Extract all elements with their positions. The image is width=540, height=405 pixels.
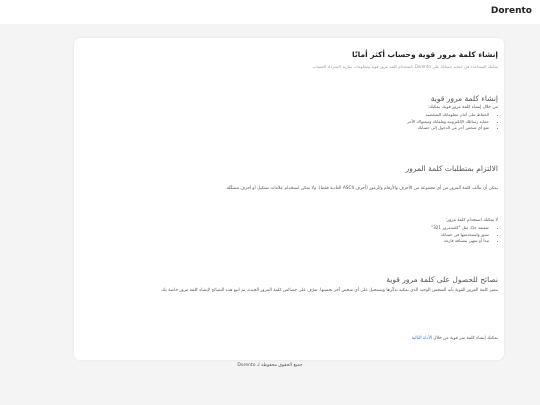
- list-item: • سبق واستخدمتها في حسابك: [431, 232, 489, 239]
- requirements-note: لا يمكنك استخدام كلمة مرور:: [445, 218, 498, 223]
- cta-text: يمكنك إنشاء كلمة سر قوية من خلال: [433, 336, 498, 341]
- list-item: • ضعيفة جدًا، مثل "كلمةمرور 321": [431, 225, 489, 232]
- list-item: • الحفاظ على أمان معلوماتك الشخصية: [407, 112, 489, 119]
- list-item: • منع أي شخص آخر من الدخول إلى حسابك: [407, 125, 489, 132]
- article-card: [74, 38, 504, 360]
- section-heading-requirements: الالتزام بمتطلبات كلمة المرور: [405, 164, 498, 173]
- cta-line: [412, 336, 498, 341]
- tool-link[interactable]: الأداة التالية: [411, 336, 432, 341]
- section-heading-create: إنشاء كلمة مرور قوية: [430, 94, 498, 103]
- restrictions-list: [431, 225, 498, 245]
- top-bar: [0, 0, 540, 24]
- section-intro-create: من خلال إنشاء كلمة مرور قوية، يمكنك:: [427, 105, 498, 110]
- page-subtitle: يمكنك المساعدة في حماية حسابك على Dorento باستخدام كلمة مرور قوية ومعلومات سارية لاسترداد الحساب.: [311, 64, 498, 69]
- footer-copyright: جميع الحقوق محفوظة لـ Dorento: [237, 363, 303, 368]
- requirements-text: يمكن أن تتألف كلمة المرور من أي مجموعة من الأحرف والأرقام والرموز (أحرف ASCII العادية فقط). ولا يمكن استخدام علامات تشكيل أو أحرف مشكّلة.: [225, 186, 498, 191]
- section-heading-tips: نصائح للحصول على كلمة مرور قوية: [386, 275, 498, 284]
- brand-logo[interactable]: Dorento: [490, 6, 532, 16]
- tips-text: تتميز كلمة المرور القوية بأنه الشخص الوحيد الذي يمكنه تذكّرها ويستحيل على أي شخص آخر تخمينها. تعرّف على خصائص كلمة المرور الجيدة، ثم اتبع هذه النصائح لإنشاء كلمة مرور خاصة بك.: [160, 288, 498, 293]
- benefits-list: [407, 112, 498, 132]
- page-title: إنشاء كلمة مرور قوية وحساب أكثر أمانًا: [352, 50, 498, 59]
- list-item: • حماية رسائلك الإلكترونية وملفاتك ومحتواك الآخر: [407, 119, 489, 126]
- list-item: • تبدأ أو تنتهي بمسافة فارغة: [431, 238, 489, 245]
